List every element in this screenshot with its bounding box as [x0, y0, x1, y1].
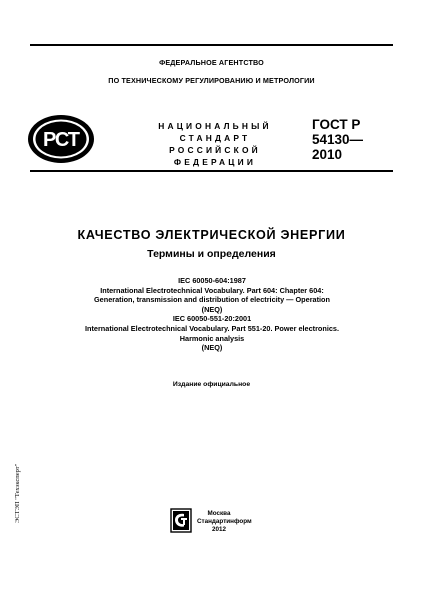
publisher-name: Стандартинформ: [197, 518, 252, 525]
reference-line: Generation, transmission and distribution of electricity — Operation: [94, 295, 330, 305]
document-subtitle: Термины и определения: [147, 248, 276, 260]
designation-line-3: 2010: [312, 147, 343, 162]
reference-line: IEC 60050-604:1987: [178, 276, 246, 285]
national-standard-line: РОССИЙСКОЙ: [169, 145, 261, 155]
publisher-year: 2012: [211, 526, 226, 533]
side-stamp: ЭСТЭП "Техэксперт": [14, 463, 21, 523]
reference-line: (NEQ): [201, 343, 223, 353]
publisher-block: [197, 510, 252, 534]
edition-note: Издание официальное: [172, 381, 251, 388]
rst-certification-mark-icon: [26, 113, 96, 165]
standartinform-logo-icon: [170, 508, 192, 533]
designation-line-2: 54130—: [312, 132, 364, 147]
top-rule: [30, 44, 393, 46]
international-references: [22, 276, 402, 353]
reference-line: International Electrotechnical Vocabulary. Part 551-20. Power electronics.: [85, 323, 339, 333]
reference-line: IEC 60050-551-20:2001: [172, 314, 252, 324]
national-standard-line: ФЕДЕРАЦИИ: [173, 157, 257, 167]
designation-line-1: ГОСТ Р: [312, 117, 361, 132]
document-title: КАЧЕСТВО ЭЛЕКТРИЧЕСКОЙ ЭНЕРГИИ: [77, 228, 346, 242]
standard-designation: [312, 117, 363, 162]
publisher-city: Москва: [207, 510, 231, 517]
emblem-letters: РСТ: [42, 129, 80, 151]
agency-name-line-2: ПО ТЕХНИЧЕСКОМУ РЕГУЛИРОВАНИЮ И МЕТРОЛОГИИ: [108, 76, 315, 85]
agency-name-line-1: ФЕДЕРАЛЬНОЕ АГЕНТСТВО: [159, 58, 264, 67]
reference-line: Harmonic analysis: [179, 333, 245, 343]
reference-line: (NEQ): [201, 304, 223, 314]
national-standard-line: СТАНДАРТ: [179, 133, 251, 143]
bottom-rule: [30, 170, 393, 172]
reference-line: International Electrotechnical Vocabulary. Part 604: Chapter 604:: [100, 285, 324, 295]
national-standard-line: НАЦИОНАЛЬНЫЙ: [158, 121, 272, 131]
national-standard-block: [140, 120, 290, 168]
